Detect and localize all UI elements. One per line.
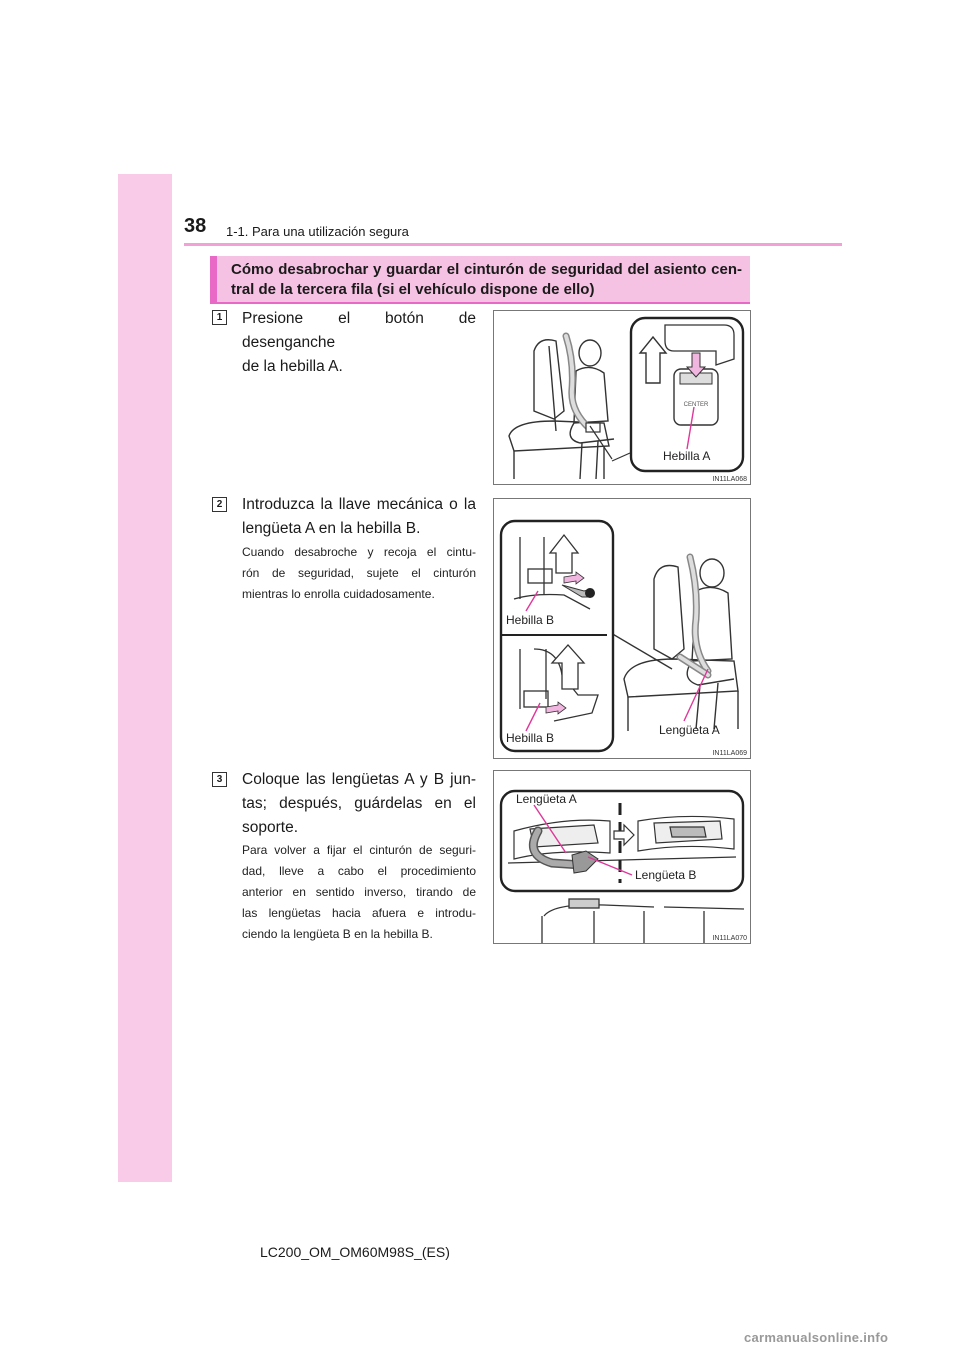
step-1-line-2: de la hebilla A.: [242, 358, 343, 375]
watermark: carmanualsonline.info: [744, 1330, 889, 1345]
header-rule: [184, 243, 842, 246]
label-lengueta-a: Lengüeta A: [659, 723, 720, 737]
figure-code: IN11LA068: [712, 476, 747, 483]
step-2-figure: [493, 498, 751, 759]
figure-code: IN11LA070: [712, 935, 747, 942]
label-hebilla-b-top: Hebilla B: [506, 613, 555, 627]
figure-code: IN11LA069: [712, 750, 747, 757]
section-heading: [210, 256, 750, 304]
step-3-line-1: Coloque las lengüetas A y B jun-: [242, 771, 476, 788]
label-lengueta-a: Lengüeta A: [516, 792, 577, 806]
buckle-center-label: CENTER: [683, 402, 709, 408]
page-number: 38: [184, 215, 207, 237]
step-3-note-line-3: anterior en sentido inverso, tirando de: [242, 885, 476, 899]
step-2-note-line-1: Cuando desabroche y recoja el cintu-: [242, 545, 476, 559]
step-2-illustration: [494, 499, 750, 758]
step-2-line-1: Introduzca la llave mecánica o la: [242, 496, 476, 513]
step-3-note-line-1: Para volver a fijar el cinturón de seguri-: [242, 843, 476, 857]
step-3-badge: 3: [212, 772, 227, 787]
step-1-text: [242, 307, 476, 379]
step-3-note-line-2: dad, lleve a cabo el procedimiento: [242, 864, 476, 878]
step-3-note: [242, 840, 476, 945]
section-heading-line-1: Cómo desabrochar y guardar el cinturón de seguridad del asiento cen-: [231, 261, 742, 278]
step-2-note-line-2: rón de seguridad, sujete el cinturón: [242, 566, 476, 580]
section-title: 1-1. Para una utilización segura: [226, 224, 409, 239]
step-3-illustration: [494, 771, 750, 943]
step-1-illustration: [494, 311, 750, 484]
step-3-note-line-4: las lengüetas hacia afuera e introdu-: [242, 906, 476, 920]
manual-code: LC200_OM_OM60M98S_(ES): [260, 1244, 450, 1260]
step-2-badge: 2: [212, 497, 227, 512]
step-2-line-2: lengüeta A en la hebilla B.: [242, 520, 421, 537]
step-1-badge: 1: [212, 310, 227, 325]
step-3-note-line-5: ciendo la lengüeta B en la hebilla B.: [242, 927, 433, 941]
step-2-note: [242, 542, 476, 605]
step-3-text: [242, 768, 476, 840]
label-hebilla-a: Hebilla A: [663, 449, 711, 463]
side-tab-strip: [118, 174, 172, 1182]
label-hebilla-b-bottom: Hebilla B: [506, 731, 555, 745]
step-2-note-line-3: mientras lo enrolla cuidadosamente.: [242, 587, 435, 601]
section-heading-line-2: tral de la tercera fila (si el vehículo dispone de ello): [231, 281, 595, 298]
step-3-line-2: tas; después, guárdelas en el: [242, 795, 476, 812]
step-2-text: [242, 493, 476, 541]
step-1-figure: [493, 310, 751, 485]
step-1-line-1: Presione el botón de desenganche: [242, 310, 476, 351]
label-lengueta-b: Lengüeta B: [635, 868, 697, 882]
step-3-line-3: soporte.: [242, 819, 299, 836]
step-3-figure: [493, 770, 751, 944]
